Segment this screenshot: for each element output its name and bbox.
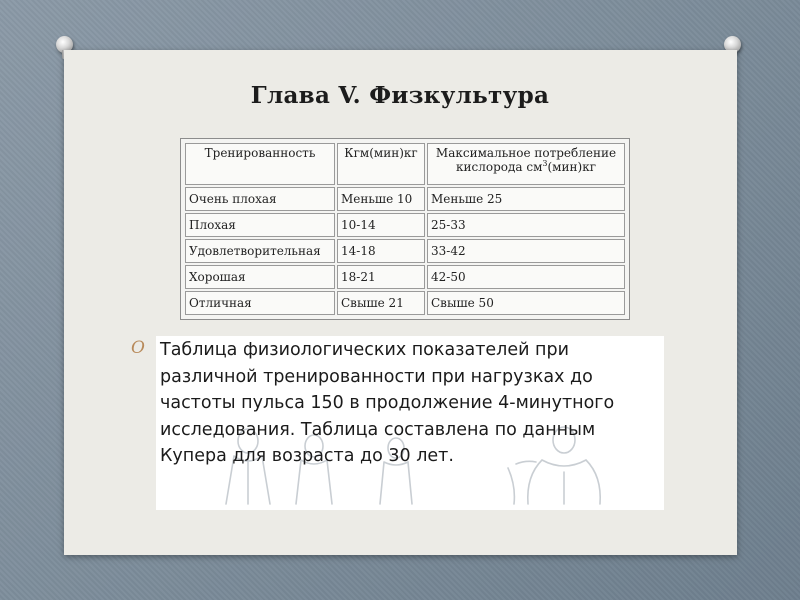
bullet-marker: O xyxy=(131,338,145,358)
cell-kgm: 10-14 xyxy=(337,213,425,237)
header-training-level: Тренированность xyxy=(185,143,335,185)
cell-kgm: 14-18 xyxy=(337,239,425,263)
cell-oxygen: 25-33 xyxy=(427,213,625,237)
slide-body-text: Таблица физиологических показателей при различной тренированности при нагрузках до частоты пульса 150 в продолжение 4-минутного исследования. Таблица составлена по данным Купера для возраста до 30 лет. xyxy=(160,340,615,466)
table-row xyxy=(185,265,625,289)
table-header-row xyxy=(185,143,625,185)
cell-kgm: 18-21 xyxy=(337,265,425,289)
table-row xyxy=(185,291,625,315)
table-row xyxy=(185,187,625,211)
cell-oxygen: 33-42 xyxy=(427,239,625,263)
table-row xyxy=(185,239,625,263)
header-oxygen-line2: кислорода $см^3(мин)кг$ xyxy=(456,159,596,174)
cell-level: Очень плохая xyxy=(185,187,335,211)
header-kgm: Кгм(мин)кг xyxy=(337,143,425,185)
fitness-table xyxy=(180,138,630,320)
cell-kgm: Меньше 10 xyxy=(337,187,425,211)
header-oxygen-line1: Максимальное потребление xyxy=(435,146,617,160)
cell-level: Отличная xyxy=(185,291,335,315)
cell-level: Хорошая xyxy=(185,265,335,289)
cell-oxygen: Меньше 25 xyxy=(427,187,625,211)
slide-title: Глава V. Физкультура xyxy=(250,82,550,109)
cell-kgm: Свыше 21 xyxy=(337,291,425,315)
table-row xyxy=(185,213,625,237)
cell-level: Плохая xyxy=(185,213,335,237)
cell-level: Удовлетворительная xyxy=(185,239,335,263)
cell-oxygen: 42-50 xyxy=(427,265,625,289)
header-oxygen xyxy=(427,143,625,185)
cell-oxygen: Свыше 50 xyxy=(427,291,625,315)
